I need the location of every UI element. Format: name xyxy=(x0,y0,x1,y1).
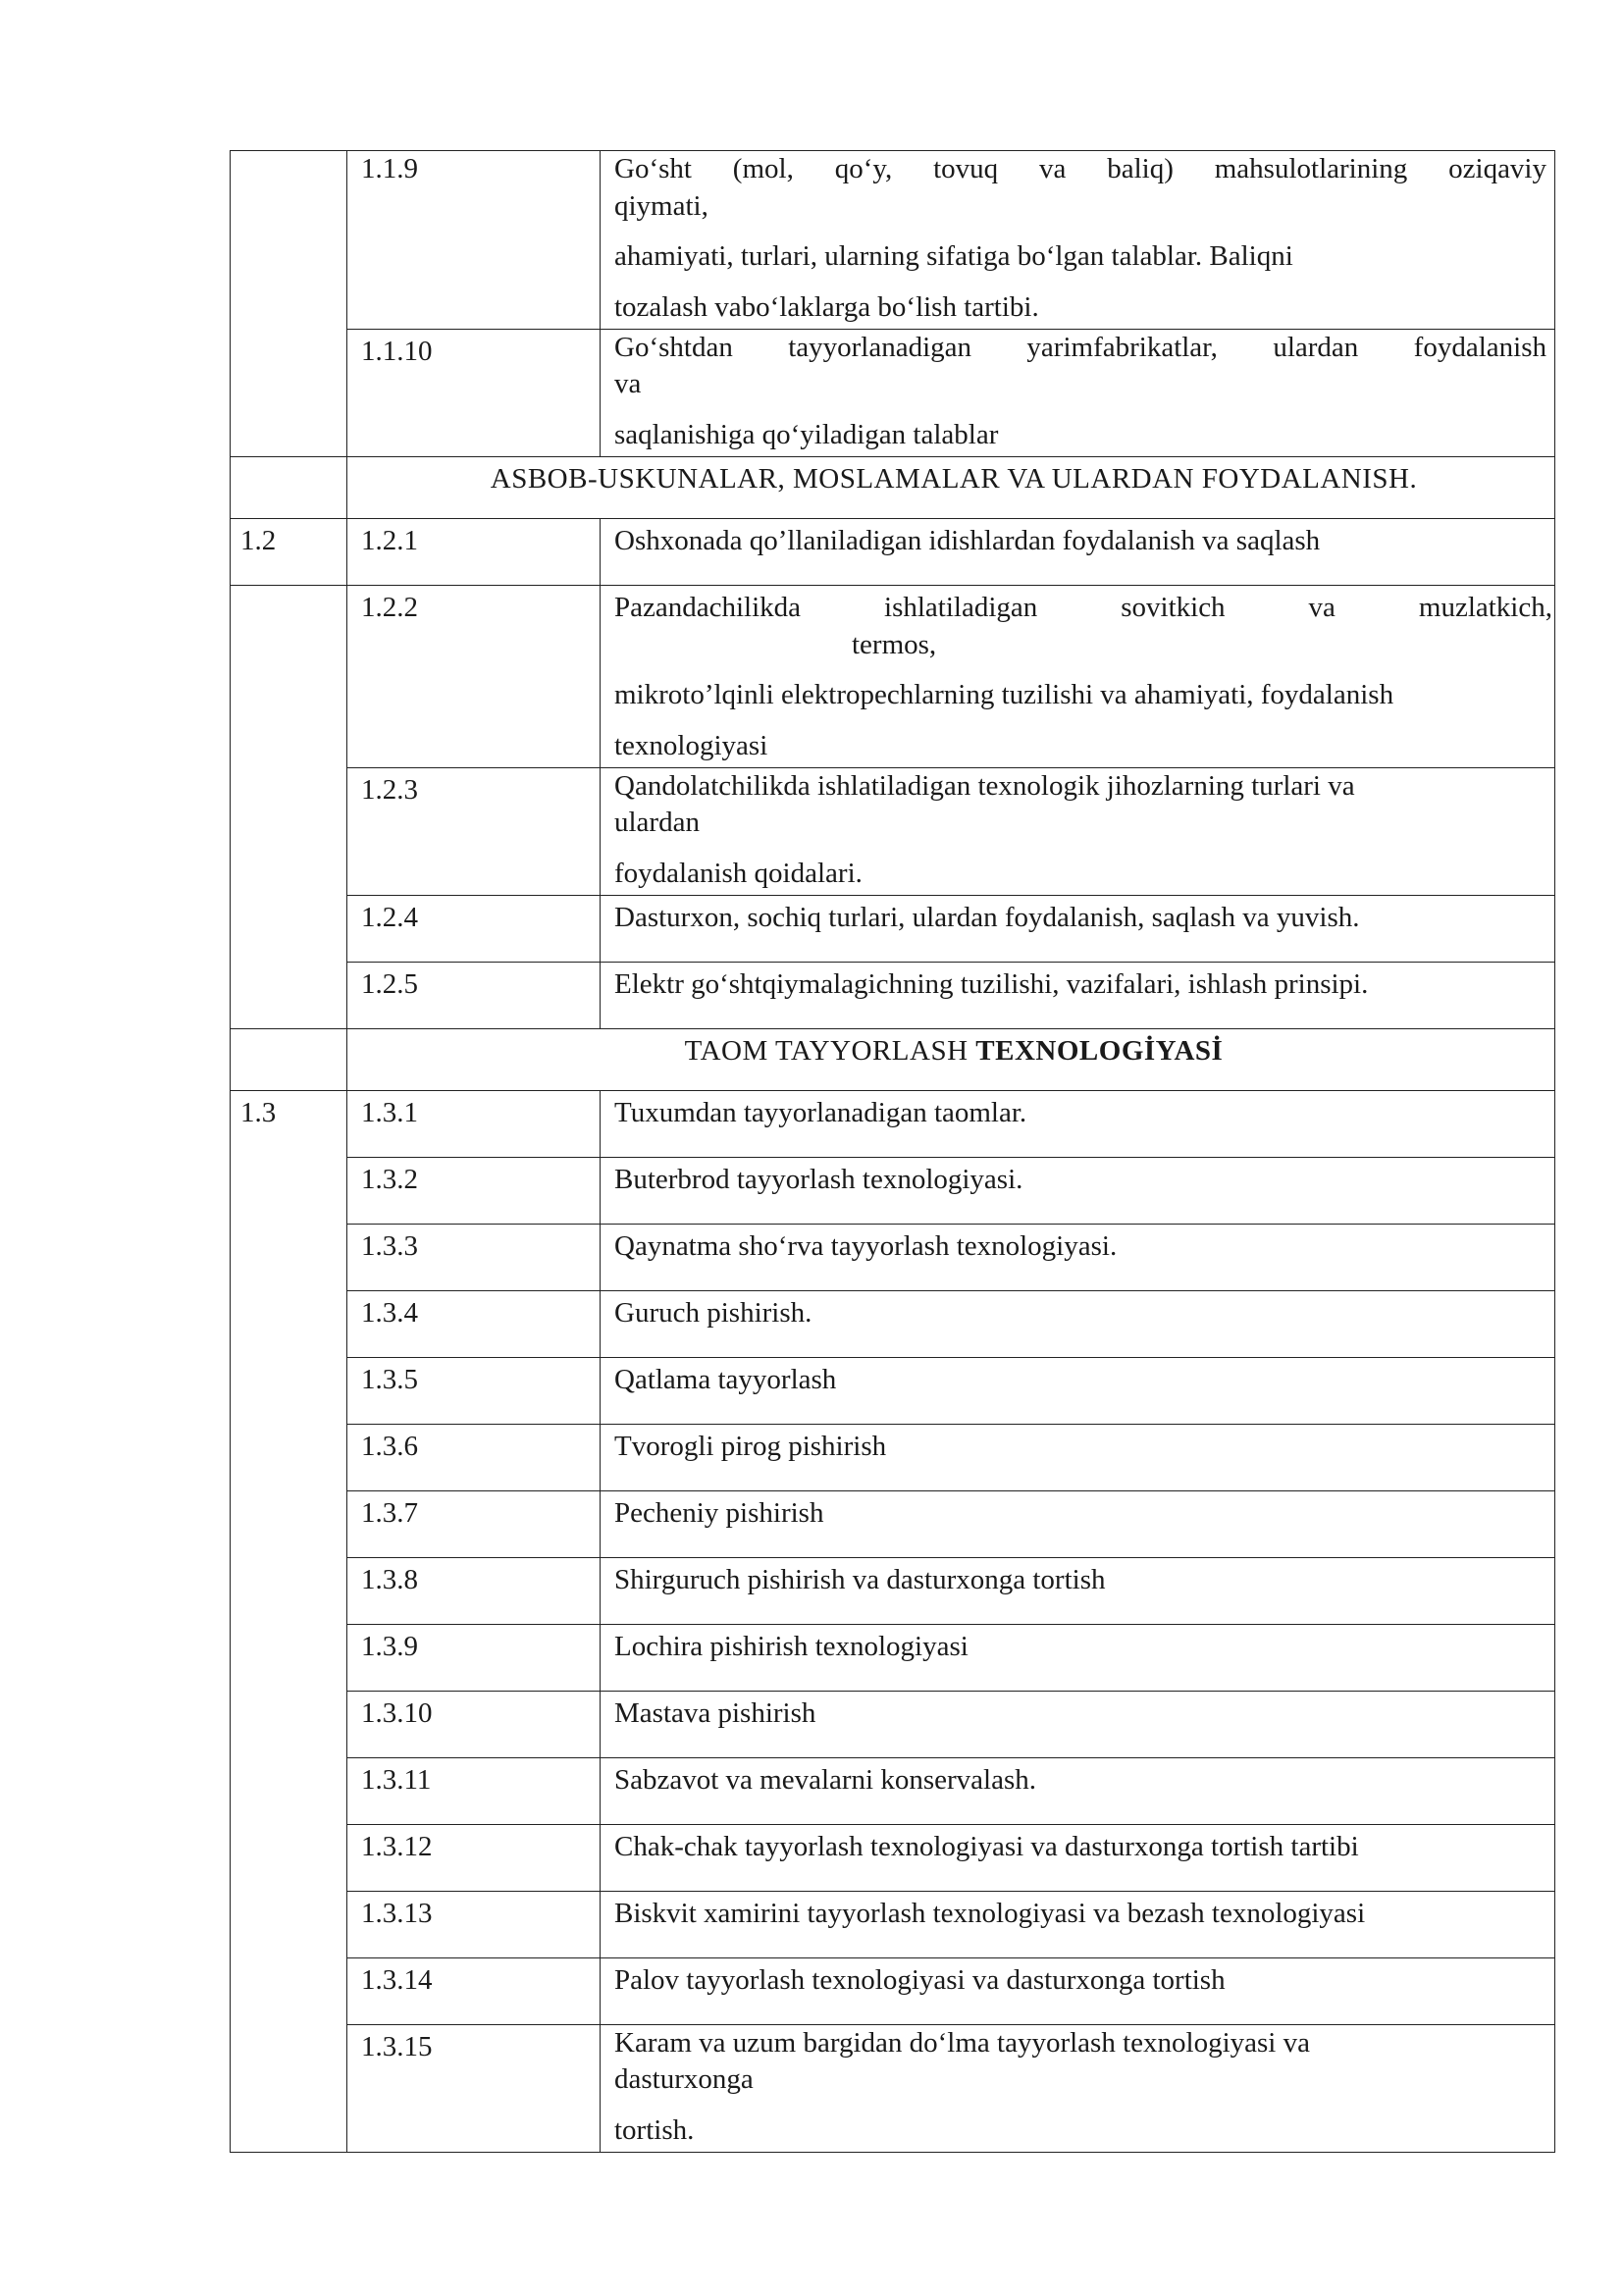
item-text xyxy=(601,151,1555,330)
item-text: Elektr go‘shtqiymalagichning tuzilishi, vazifalari, ishlash prinsipi. xyxy=(601,962,1555,1028)
table-row xyxy=(231,585,1555,767)
table-row xyxy=(231,151,1555,330)
item-number: 1.2.4 xyxy=(347,895,601,962)
item-text: Biskvit xamirini tayyorlash texnologiyasi va bezash texnologiyasi xyxy=(601,1891,1555,1957)
table-row xyxy=(231,1691,1555,1757)
item-text xyxy=(601,2024,1555,2152)
table-row xyxy=(231,518,1555,585)
text-line: saqlanishiga qo‘yiladigan talablar xyxy=(614,419,999,451)
text-line: Go‘sht (mol, qo‘y, tovuq va baliq) mahsulotlarining oziqaviy xyxy=(614,153,1546,184)
item-text: Buterbrod tayyorlash texnologiyasi. xyxy=(601,1157,1555,1224)
text-line: texnologiyasi xyxy=(614,729,768,761)
item-number: 1.1.10 xyxy=(347,329,601,456)
text-line: qiymati, xyxy=(614,189,708,222)
section-cell xyxy=(231,151,347,457)
text-line: Karam va uzum bargidan do‘lma tayyorlash texnologiyasi va xyxy=(614,2026,1310,2059)
section-number: 1.2 xyxy=(231,518,347,585)
item-number: 1.3.3 xyxy=(347,1224,601,1290)
item-text: Dasturxon, sochiq turlari, ulardan foydalanish, saqlash va yuvish. xyxy=(601,895,1555,962)
item-text: Oshxonada qo’llaniladigan idishlardan foydalanish va saqlash xyxy=(601,518,1555,585)
table-row xyxy=(231,1224,1555,1290)
item-number: 1.3.14 xyxy=(347,1957,601,2024)
item-text: Sabzavot va mevalarni konservalash. xyxy=(601,1757,1555,1824)
item-text: Qaynatma sho‘rva tayyorlash texnologiyasi. xyxy=(601,1224,1555,1290)
item-number: 1.3.4 xyxy=(347,1290,601,1357)
item-number: 1.3.12 xyxy=(347,1824,601,1891)
table-row xyxy=(231,1824,1555,1891)
section-heading-row xyxy=(231,1028,1555,1090)
table-row xyxy=(231,1157,1555,1224)
table-row xyxy=(231,1624,1555,1691)
table-row xyxy=(231,1757,1555,1824)
item-number: 1.2.2 xyxy=(347,585,601,767)
item-number: 1.3.2 xyxy=(347,1157,601,1224)
table-row xyxy=(231,329,1555,456)
text-line: termos, xyxy=(852,628,937,660)
item-number: 1.3.8 xyxy=(347,1557,601,1624)
text-line: Qandolatchilikda ishlatiladigan texnologik jihozlarning turlari va xyxy=(614,769,1355,802)
item-number: 1.3.1 xyxy=(347,1090,601,1157)
table-row xyxy=(231,895,1555,962)
item-text: Qatlama tayyorlash xyxy=(601,1357,1555,1424)
table-row xyxy=(231,1490,1555,1557)
item-number: 1.1.9 xyxy=(347,151,601,330)
text-line: ahamiyati, turlari, ularning sifatiga bo‘lgan talablar. Baliqni xyxy=(614,240,1293,273)
table-row xyxy=(231,1290,1555,1357)
item-text xyxy=(601,767,1555,895)
item-text: Tvorogli pirog pishirish xyxy=(601,1424,1555,1490)
curriculum-table xyxy=(230,150,1555,2153)
item-text: Shirguruch pishirish va dasturxonga tortish xyxy=(601,1557,1555,1624)
table-row xyxy=(231,2024,1555,2152)
table-row xyxy=(231,1957,1555,2024)
item-number: 1.3.13 xyxy=(347,1891,601,1957)
item-text: Chak-chak tayyorlash texnologiyasi va dasturxonga tortish tartibi xyxy=(601,1824,1555,1891)
text-line: tortish. xyxy=(614,2114,695,2146)
item-number: 1.3.6 xyxy=(347,1424,601,1490)
text-line: foydalanish qoidalari. xyxy=(614,857,863,889)
item-text: Palov tayyorlash texnologiyasi va dasturxonga tortish xyxy=(601,1957,1555,2024)
table-row xyxy=(231,1557,1555,1624)
item-text: Pecheniy pishirish xyxy=(601,1490,1555,1557)
item-text xyxy=(601,585,1555,767)
table-row xyxy=(231,962,1555,1028)
item-number: 1.2.1 xyxy=(347,518,601,585)
item-number: 1.3.10 xyxy=(347,1691,601,1757)
item-text: Tuxumdan tayyorlanadigan taomlar. xyxy=(601,1090,1555,1157)
text-line: dasturxonga xyxy=(614,2063,754,2096)
table-row xyxy=(231,1357,1555,1424)
section-cell xyxy=(231,585,347,1028)
text-line: Pazandachilikda ishlatiladigan sovitkich va muzlatkich, xyxy=(614,591,1552,623)
item-text: Guruch pishirish. xyxy=(601,1290,1555,1357)
section-heading-row xyxy=(231,456,1555,518)
heading-text-bold: TEXNOLOGİYASİ xyxy=(975,1034,1224,1067)
item-number: 1.3.5 xyxy=(347,1357,601,1424)
item-text: Lochira pishirish texnologiyasi xyxy=(601,1624,1555,1691)
section-heading: ASBOB-USKUNALAR, MOSLAMALAR VA ULARDAN FOYDALANISH. xyxy=(347,456,1555,518)
item-number: 1.3.11 xyxy=(347,1757,601,1824)
item-number: 1.2.3 xyxy=(347,767,601,895)
item-text: Mastava pishirish xyxy=(601,1691,1555,1757)
item-number: 1.2.5 xyxy=(347,962,601,1028)
table-row xyxy=(231,1090,1555,1157)
item-number: 1.3.7 xyxy=(347,1490,601,1557)
item-text xyxy=(601,329,1555,456)
empty-cell xyxy=(231,1028,347,1090)
section-number: 1.3 xyxy=(231,1090,347,2152)
text-line: ulardan xyxy=(614,807,700,839)
text-line: va xyxy=(614,368,642,400)
item-number: 1.3.9 xyxy=(347,1624,601,1691)
section-heading xyxy=(347,1028,1555,1090)
table-row xyxy=(231,1424,1555,1490)
heading-text: TAOM TAYYORLASH xyxy=(684,1034,976,1067)
table-row xyxy=(231,767,1555,895)
table-row xyxy=(231,1891,1555,1957)
text-line: mikroto’lqinli elektropechlarning tuzilishi va ahamiyati, foydalanish xyxy=(614,679,1394,711)
item-number: 1.3.15 xyxy=(347,2024,601,2152)
text-line: Go‘shtdan tayyorlanadigan yarimfabrikatlar, ulardan foydalanish xyxy=(614,331,1546,363)
empty-cell xyxy=(231,456,347,518)
text-line: tozalash vabo‘laklarga bo‘lish tartibi. xyxy=(614,291,1039,324)
